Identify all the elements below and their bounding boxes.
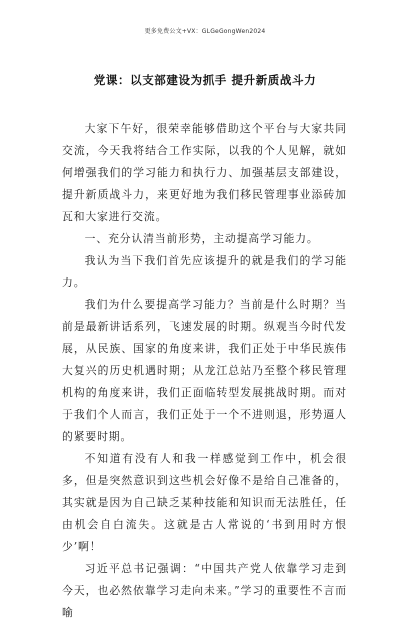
body-paragraph: 我认为当下我们首先应该提升的就是我们的学习能力。 bbox=[62, 254, 347, 289]
document-body bbox=[62, 118, 347, 624]
body-paragraph: 习近平总书记强调：“中国共产党人依靠学习走到今天，也必然依靠学习走向未来。”学习的重要性不言而喻 bbox=[62, 562, 347, 619]
body-paragraph: 大家下午好，很荣幸能够借助这个平台与大家共同交流，今天我将结合工作实际，以我的个人见解，就如何增强我们的学习能力和执行力、加强基层支部建设，提升新质战斗力，来更好地为我们移民管理事业添砖加瓦和大家进行交流。 bbox=[62, 122, 347, 223]
header-note: 更多免费公文+VX：GLGeGongWen2024 bbox=[144, 28, 266, 35]
section-heading: 一、充分认清当前形势，主动提高学习能力。 bbox=[84, 232, 319, 245]
body-paragraph: 不知道有没有人和我一样感觉到工作中，机会很多，但是突然意识到这些机会好像不是给自己准备的，其实就是因为自己缺乏某种技能和知识而无法胜任，任由机会自白流失。这就是古人常说的‘书到用时方恨少’啊！ bbox=[62, 452, 347, 553]
body-paragraph: 我们为什么要提高学习能力？当前是什么时期？当前是最新讲话系列，飞速发展的时期。纵观当今时代发展，从民族、国家的角度来讲，我们正处于中华民族伟大复兴的历史机遇时期；从龙江总站乃至整个移民管理机构的角度来讲，我们正面临转型发展挑战时期。而对于我们个人而言，我们正处于一个不进则退，形势逼人的紧要时期。 bbox=[62, 298, 347, 443]
document-title: 党课：以支部建设为抓手 提升新质战斗力 bbox=[93, 73, 317, 87]
